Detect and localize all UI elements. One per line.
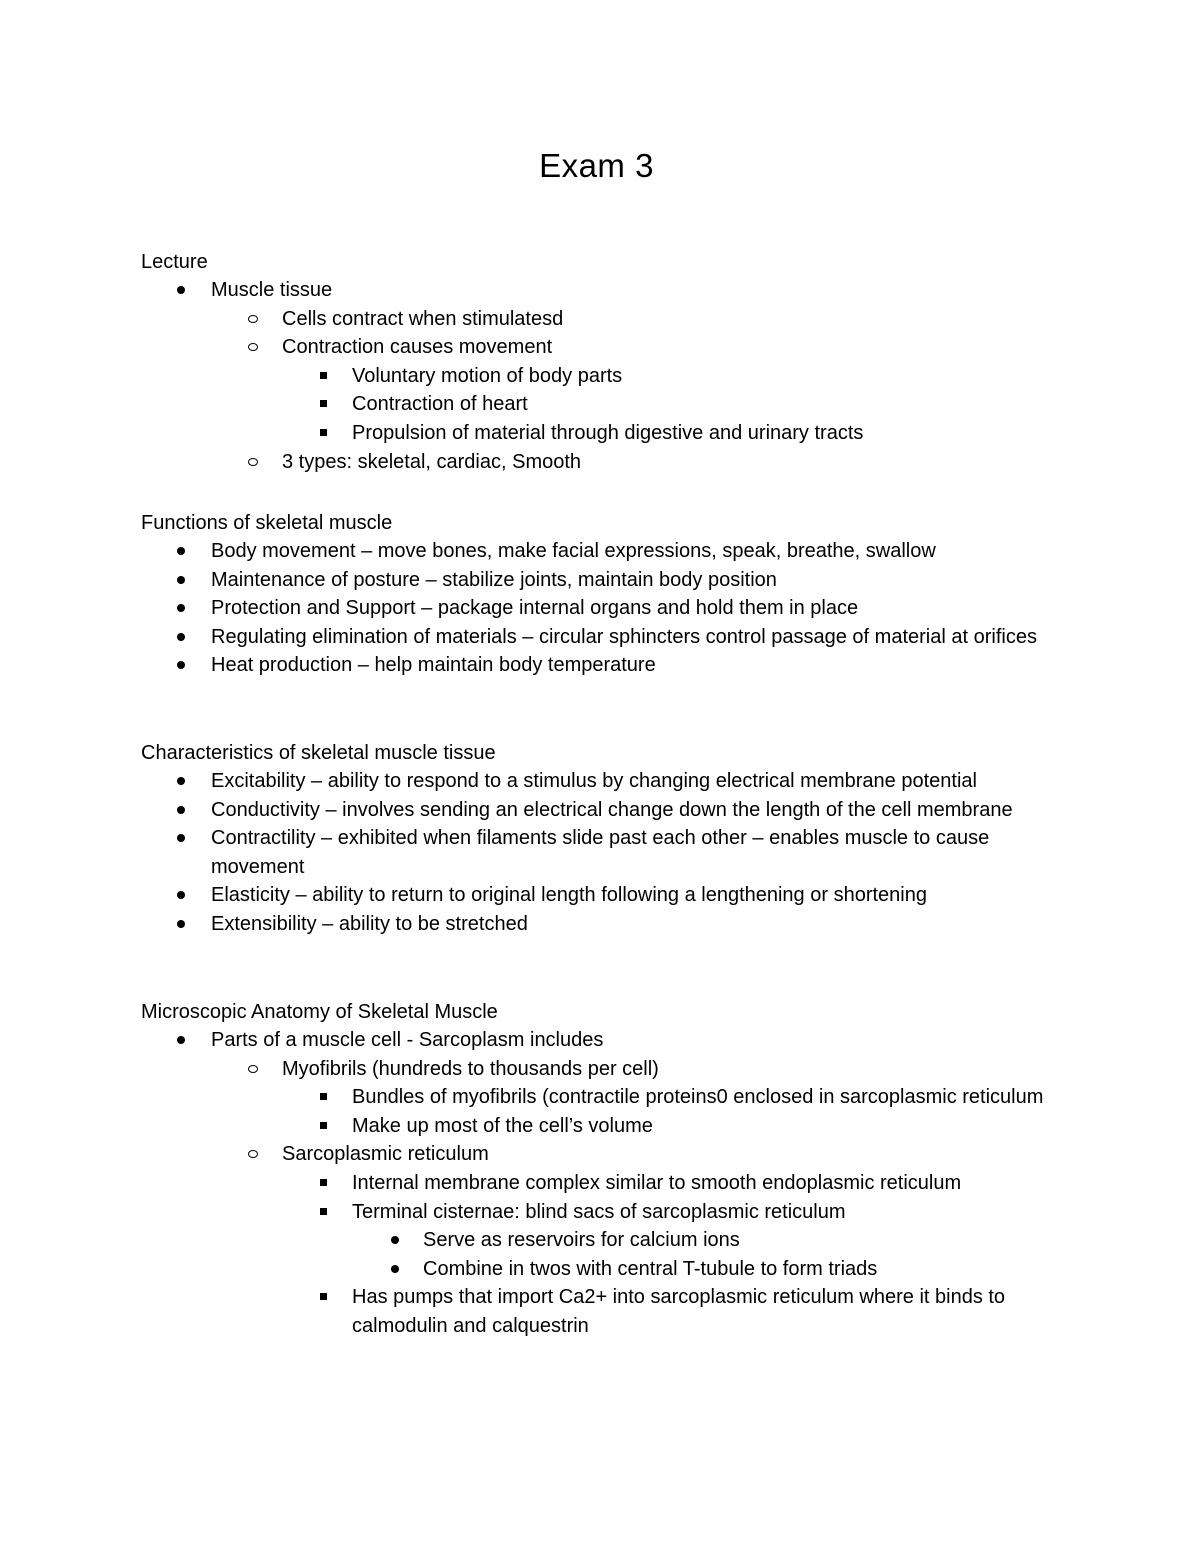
bullet-square-icon bbox=[316, 1083, 336, 1111]
bullet-dot-icon bbox=[173, 537, 193, 565]
section-heading-characteristics: Characteristics of skeletal muscle tissue bbox=[141, 742, 496, 764]
list-item-text: Cells contract when stimulatesd bbox=[282, 307, 564, 330]
list-item-text: Elasticity – ability to return to original length following a lengthening or shortening bbox=[211, 884, 927, 907]
list-item-text: Voluntary motion of body parts bbox=[352, 364, 623, 387]
bullet-dot-icon bbox=[387, 1226, 407, 1254]
list-item-text: Myofibrils (hundreds to thousands per cell) bbox=[282, 1057, 659, 1080]
list-item-text: Muscle tissue bbox=[211, 279, 333, 301]
bullet-square-icon bbox=[316, 1169, 336, 1197]
list-item-text: Terminal cisternae: blind sacs of sarcoplasmic reticulum bbox=[352, 1200, 846, 1223]
list-item bbox=[141, 1026, 1061, 1055]
list-item bbox=[141, 824, 1061, 881]
bullet-dot-icon bbox=[173, 623, 193, 651]
list-item bbox=[141, 305, 1062, 334]
list-item-text: Parts of a muscle cell - Sarcoplasm includes bbox=[211, 1029, 604, 1051]
list-item bbox=[141, 881, 1061, 910]
list-item bbox=[141, 1255, 1063, 1284]
section-functions bbox=[141, 510, 1101, 680]
list-item-text: Contractility – exhibited when filaments slide past each other – enables muscle to cause movement bbox=[211, 827, 990, 878]
list-item-text: Internal membrane complex similar to smooth endoplasmic reticulum bbox=[352, 1171, 962, 1194]
list-item bbox=[141, 390, 1052, 419]
bullet-square-icon bbox=[316, 1198, 336, 1226]
list-item-text: Heat production – help maintain body temperature bbox=[211, 654, 656, 677]
list-item bbox=[141, 1226, 1063, 1255]
list-item-text: Contraction of heart bbox=[352, 393, 528, 416]
bullet-dot-icon bbox=[173, 881, 193, 909]
list-item-text: Regulating elimination of materials – circular sphincters control passage of material at orifices bbox=[211, 625, 1037, 648]
list-item-text: Serve as reservoirs for calcium ions bbox=[423, 1229, 740, 1252]
list-item bbox=[141, 419, 1052, 448]
bullet-square-icon bbox=[316, 390, 336, 418]
list-item bbox=[141, 651, 1061, 680]
list-item-text: Bundles of myofibrils (contractile proteins0 enclosed in sarcoplasmic reticulum bbox=[352, 1086, 1044, 1109]
bullet-dot-icon bbox=[173, 767, 193, 795]
list-item bbox=[141, 910, 1061, 939]
bullet-square-icon bbox=[316, 1283, 336, 1311]
list-item-text: Conductivity – involves sending an electrical change down the length of the cell membrane bbox=[211, 798, 1013, 821]
bullet-dot-icon bbox=[387, 1255, 407, 1283]
list-item bbox=[141, 623, 1061, 652]
list-item-text: Extensibility – ability to be stretched bbox=[211, 912, 528, 935]
list-item-text: Sarcoplasmic reticulum bbox=[282, 1143, 489, 1166]
bullet-dot-icon bbox=[173, 594, 193, 622]
bullet-dot-icon bbox=[173, 651, 193, 679]
bullet-circle-icon bbox=[245, 448, 265, 476]
list-item bbox=[141, 276, 1061, 305]
bullet-dot-icon bbox=[173, 276, 193, 304]
section-microscopic-anatomy bbox=[141, 999, 1101, 1341]
section-heading-lecture: Lecture bbox=[141, 251, 208, 273]
list-item bbox=[141, 1083, 1052, 1112]
list-item bbox=[141, 1112, 1052, 1141]
list-item-text: Combine in twos with central T-tubule to form triads bbox=[423, 1257, 878, 1280]
list-item bbox=[141, 362, 1052, 391]
bullet-square-icon bbox=[316, 419, 336, 447]
list-item bbox=[141, 1283, 1052, 1340]
list-item-text: Protection and Support – package internal organs and hold them in place bbox=[211, 597, 859, 620]
section-heading-functions: Functions of skeletal muscle bbox=[141, 512, 393, 534]
bullet-circle-icon bbox=[245, 333, 265, 361]
list-item bbox=[141, 767, 1061, 796]
bullet-dot-icon bbox=[173, 566, 193, 594]
list-item bbox=[141, 1140, 1062, 1169]
list-item bbox=[141, 537, 1061, 566]
list-item-text: Make up most of the cell’s volume bbox=[352, 1114, 653, 1137]
list-item-text: Body movement – move bones, make facial expressions, speak, breathe, swallow bbox=[211, 540, 936, 562]
list-item bbox=[141, 594, 1061, 623]
bullet-square-icon bbox=[316, 362, 336, 390]
list-item bbox=[141, 796, 1061, 825]
bullet-dot-icon bbox=[173, 796, 193, 824]
bullet-square-icon bbox=[316, 1112, 336, 1140]
list-item bbox=[141, 1055, 1062, 1084]
list-item-text: 3 types: skeletal, cardiac, Smooth bbox=[282, 450, 582, 473]
list-item bbox=[141, 448, 1062, 477]
list-item-text: Maintenance of posture – stabilize joints, maintain body position bbox=[211, 568, 777, 591]
section-heading-microscopic: Microscopic Anatomy of Skeletal Muscle bbox=[141, 1001, 498, 1023]
section-characteristics bbox=[141, 740, 1101, 939]
list-item-text: Propulsion of material through digestive and urinary tracts bbox=[352, 421, 864, 444]
list-item-text: Excitability – ability to respond to a stimulus by changing electrical membrane potential bbox=[211, 770, 977, 792]
list-item bbox=[141, 1169, 1052, 1198]
list-item-text: Has pumps that import Ca2+ into sarcoplasmic reticulum where it binds to calmodulin and calquestrin bbox=[352, 1286, 1006, 1337]
bullet-circle-icon bbox=[245, 1140, 265, 1168]
list-item-text: Contraction causes movement bbox=[282, 336, 553, 359]
bullet-dot-icon bbox=[173, 1026, 193, 1054]
bullet-circle-icon bbox=[245, 305, 265, 333]
bullet-dot-icon bbox=[173, 910, 193, 938]
section-lecture bbox=[141, 249, 1101, 476]
list-item bbox=[141, 1198, 1052, 1227]
list-item bbox=[141, 566, 1061, 595]
bullet-dot-icon bbox=[173, 824, 193, 852]
bullet-circle-icon bbox=[245, 1055, 265, 1083]
list-item bbox=[141, 333, 1062, 362]
page-title: Exam 3 bbox=[539, 147, 654, 184]
